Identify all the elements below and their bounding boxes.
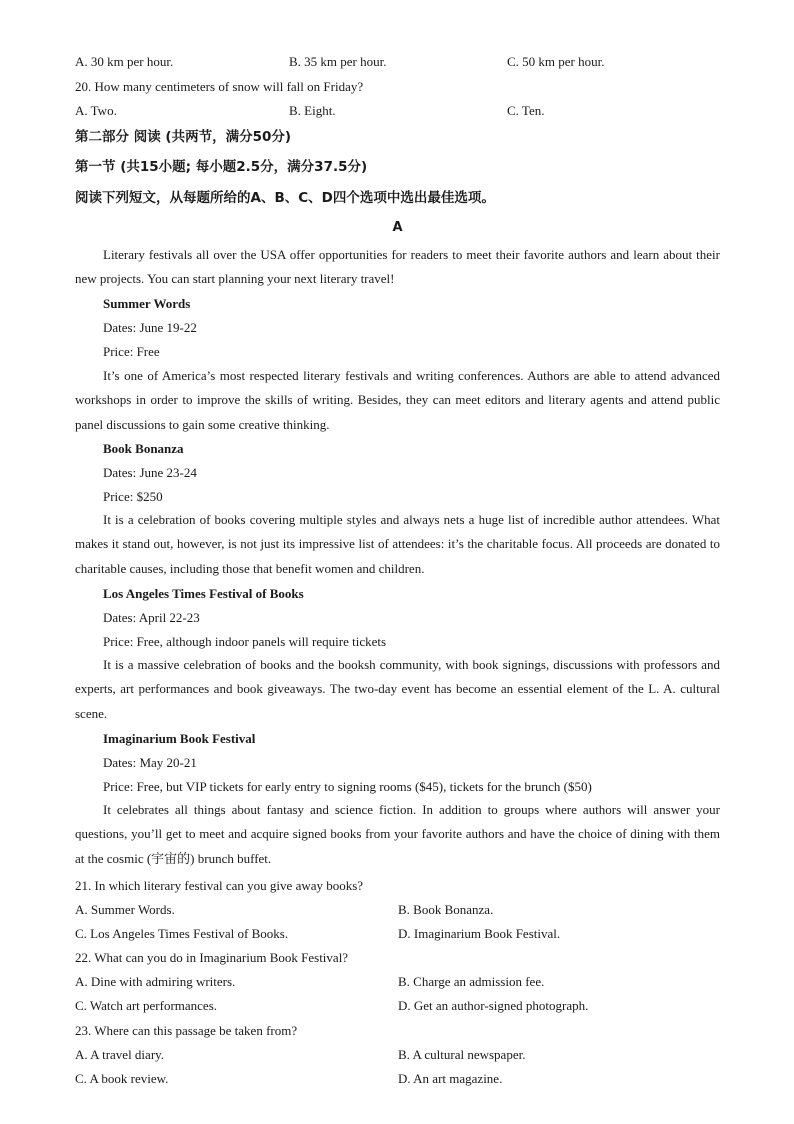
festival-dates: Dates: April 22-23 (103, 610, 200, 625)
festival-name: Book Bonanza (103, 441, 184, 456)
festival-name: Imaginarium Book Festival (103, 731, 256, 746)
q21-option-b: B. Book Bonanza. (398, 902, 494, 917)
q22-question: 22. What can you do in Imaginarium Book Festival? (75, 950, 349, 965)
section1-title: 第一节 (共15小题; 每小题2.5分，满分37.5分) (75, 159, 368, 175)
passage-letter: A (392, 220, 403, 235)
q19-option-b: B. 35 km per hour. (289, 54, 387, 69)
q23-option-d: D. An art magazine. (398, 1071, 503, 1086)
passage-intro: Literary festivals all over the USA offer opportunities for readers to meet their favorite authors and learn about their new projects. You can start planning your next literary travel! (75, 247, 720, 287)
q22-option-c: C. Watch art performances. (75, 998, 218, 1013)
festival-description: It is a celebration of books covering multiple styles and always nets a huge list of incredible author attendees. What makes it stand out, however, is not just its impressive list of attendees: it’s the charitable focus. All proceeds are donated to charitable causes, including those that benefit women and children. (75, 512, 720, 576)
festival-dates: Dates: June 19-22 (103, 320, 197, 335)
q23-option-a: A. A travel diary. (75, 1047, 165, 1062)
festival-price: Price: $250 (103, 489, 163, 504)
q23-option-c: C. A book review. (75, 1071, 169, 1086)
q21-option-a: A. Summer Words. (75, 902, 175, 917)
q22-option-d: D. Get an author-signed photograph. (398, 998, 589, 1013)
festival-name: Los Angeles Times Festival of Books (103, 586, 304, 601)
q21-option-d: D. Imaginarium Book Festival. (398, 926, 561, 941)
q21-option-c: C. Los Angeles Times Festival of Books. (75, 926, 289, 941)
festival-description: It’s one of America’s most respected literary festivals and writing conferences. Authors are able to attend advanced workshops in order to improve the skills of writing. Besides, they can meet editors and literary agents and attend public panel discussions to gain some creative thinking. (75, 368, 720, 432)
q19-option-c: C. 50 km per hour. (507, 54, 605, 69)
q20-option-a: A. Two. (75, 103, 117, 118)
festival-price: Price: Free (103, 344, 160, 359)
q23-question: 23. Where can this passage be taken from? (75, 1023, 298, 1038)
festival-price: Price: Free, but VIP tickets for early entry to signing rooms ($45), tickets for the brunch ($50) (103, 779, 592, 794)
q22-option-b: B. Charge an admission fee. (398, 974, 545, 989)
q23-option-b: B. A cultural newspaper. (398, 1047, 526, 1062)
q22-option-a: A. Dine with admiring writers. (75, 974, 236, 989)
reading-instruction: 阅读下列短文，从每题所给的A、B、C、D四个选项中选出最佳选项。 (75, 190, 495, 206)
festival-name: Summer Words (103, 296, 191, 311)
q20-option-c: C. Ten. (507, 103, 545, 118)
festival-dates: Dates: June 23-24 (103, 465, 197, 480)
festival-dates: Dates: May 20-21 (103, 755, 197, 770)
q20-question: 20. How many centimeters of snow will fall on Friday? (75, 79, 364, 94)
festival-description: It is a massive celebration of books and the booksh community, with book signings, discussions with professors and experts, art performances and book giveaways. The two-day event has become an essential element of the L. A. cultural scene. (75, 657, 720, 721)
q20-option-b: B. Eight. (289, 103, 336, 118)
festival-description: It celebrates all things about fantasy and science fiction. In addition to groups where authors will answer your questions, you’ll get to meet and acquire signed books from your favorite authors and have the choice of dining with them at the cosmic (宇宙的) brunch buffet. (75, 802, 720, 866)
q21-question: 21. In which literary festival can you give away books? (75, 878, 364, 893)
q19-option-a: A. 30 km per hour. (75, 54, 174, 69)
part2-title: 第二部分 阅读 (共两节，满分50分) (75, 129, 292, 145)
festival-price: Price: Free, although indoor panels will require tickets (103, 634, 387, 649)
